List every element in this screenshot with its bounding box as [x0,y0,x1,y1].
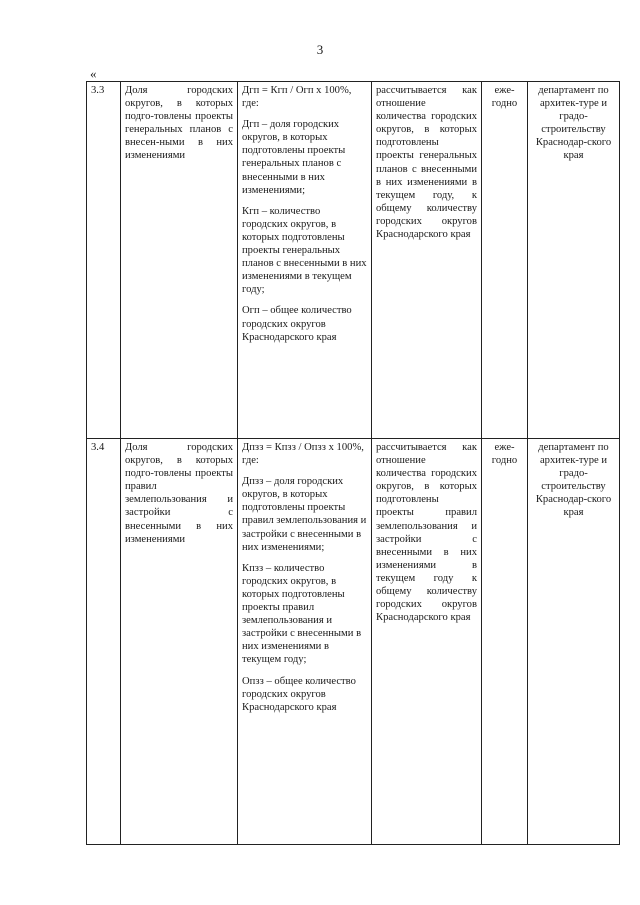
responsible-department-cell: департамент по архитек-туре и градо-строительству Краснодар-ского края [528,439,620,845]
row-number-cell: 3.4 [87,439,121,845]
formula-legend-item: Кпзз – количество городских округов, в которых подготовлены проекты правил землепользования и застройки с внесенными в них изменениями в текущем году; [242,562,362,666]
formula-legend-item: Дгп – доля городских округов, в которых подготовлены проекты генеральных планов с внесенными в них изменениями; [242,119,346,196]
row-number-cell: 3.3 [87,82,121,439]
indicator-name-cell: Доля городских округов, в которых подго-товлены проекты генеральных планов с внесен-ными в них изменениями [121,82,238,439]
formula-legend-item: Огп – общее количество городских округов Краснодарского края [242,305,352,343]
table-row [87,439,620,845]
indicators-table [86,81,620,845]
formula-legend-item: Опзз – общее количество городских округов Краснодарского края [242,675,356,713]
formula-legend-item: Дпзз – доля городских округов, в которых подготовлены проекты правил землепользования и застройки с внесенными в них изменениями; [242,476,367,553]
formula-cell [238,439,372,845]
indicator-name-cell: Доля городских округов, в которых подго-товлены проекты правил землепользования и застройки с внесенными в них изменениями [121,439,238,845]
formula-legend-item: Кгп – количество городских округов, в которых подготовлены проекты генеральных планов с внесенными в них изменениями в текущем году; [242,205,367,296]
calculation-method-cell: рассчитывается как отношение количества городских округов, в которых подготовлены проекты генеральных планов с внесенными в них изменениями в текущем году, к общему количеству городских округов Краснодарского края [372,82,482,439]
responsible-department-cell: департамент по архитек-туре и градо-строительству Краснодар-ского края [528,82,620,439]
calculation-method-cell: рассчитывается как отношение количества городских округов, в которых подготовлены проекты правил землепользования и застройки с внесенными в них изменениями в текущем году к общему количеству городских округов Краснодарского края [372,439,482,845]
formula-text: Дгп = Кгп / Огп х 100%, где: [242,85,352,110]
table-row [87,82,620,439]
opening-quote-mark: « [90,66,97,81]
page-number: 3 [316,42,324,57]
periodicity-cell: еже-годно [482,82,528,439]
periodicity-cell: еже-годно [482,439,528,845]
formula-cell [238,82,372,439]
formula-text: Дпзз = Кпзз / Опзз х 100%, где: [242,442,364,467]
